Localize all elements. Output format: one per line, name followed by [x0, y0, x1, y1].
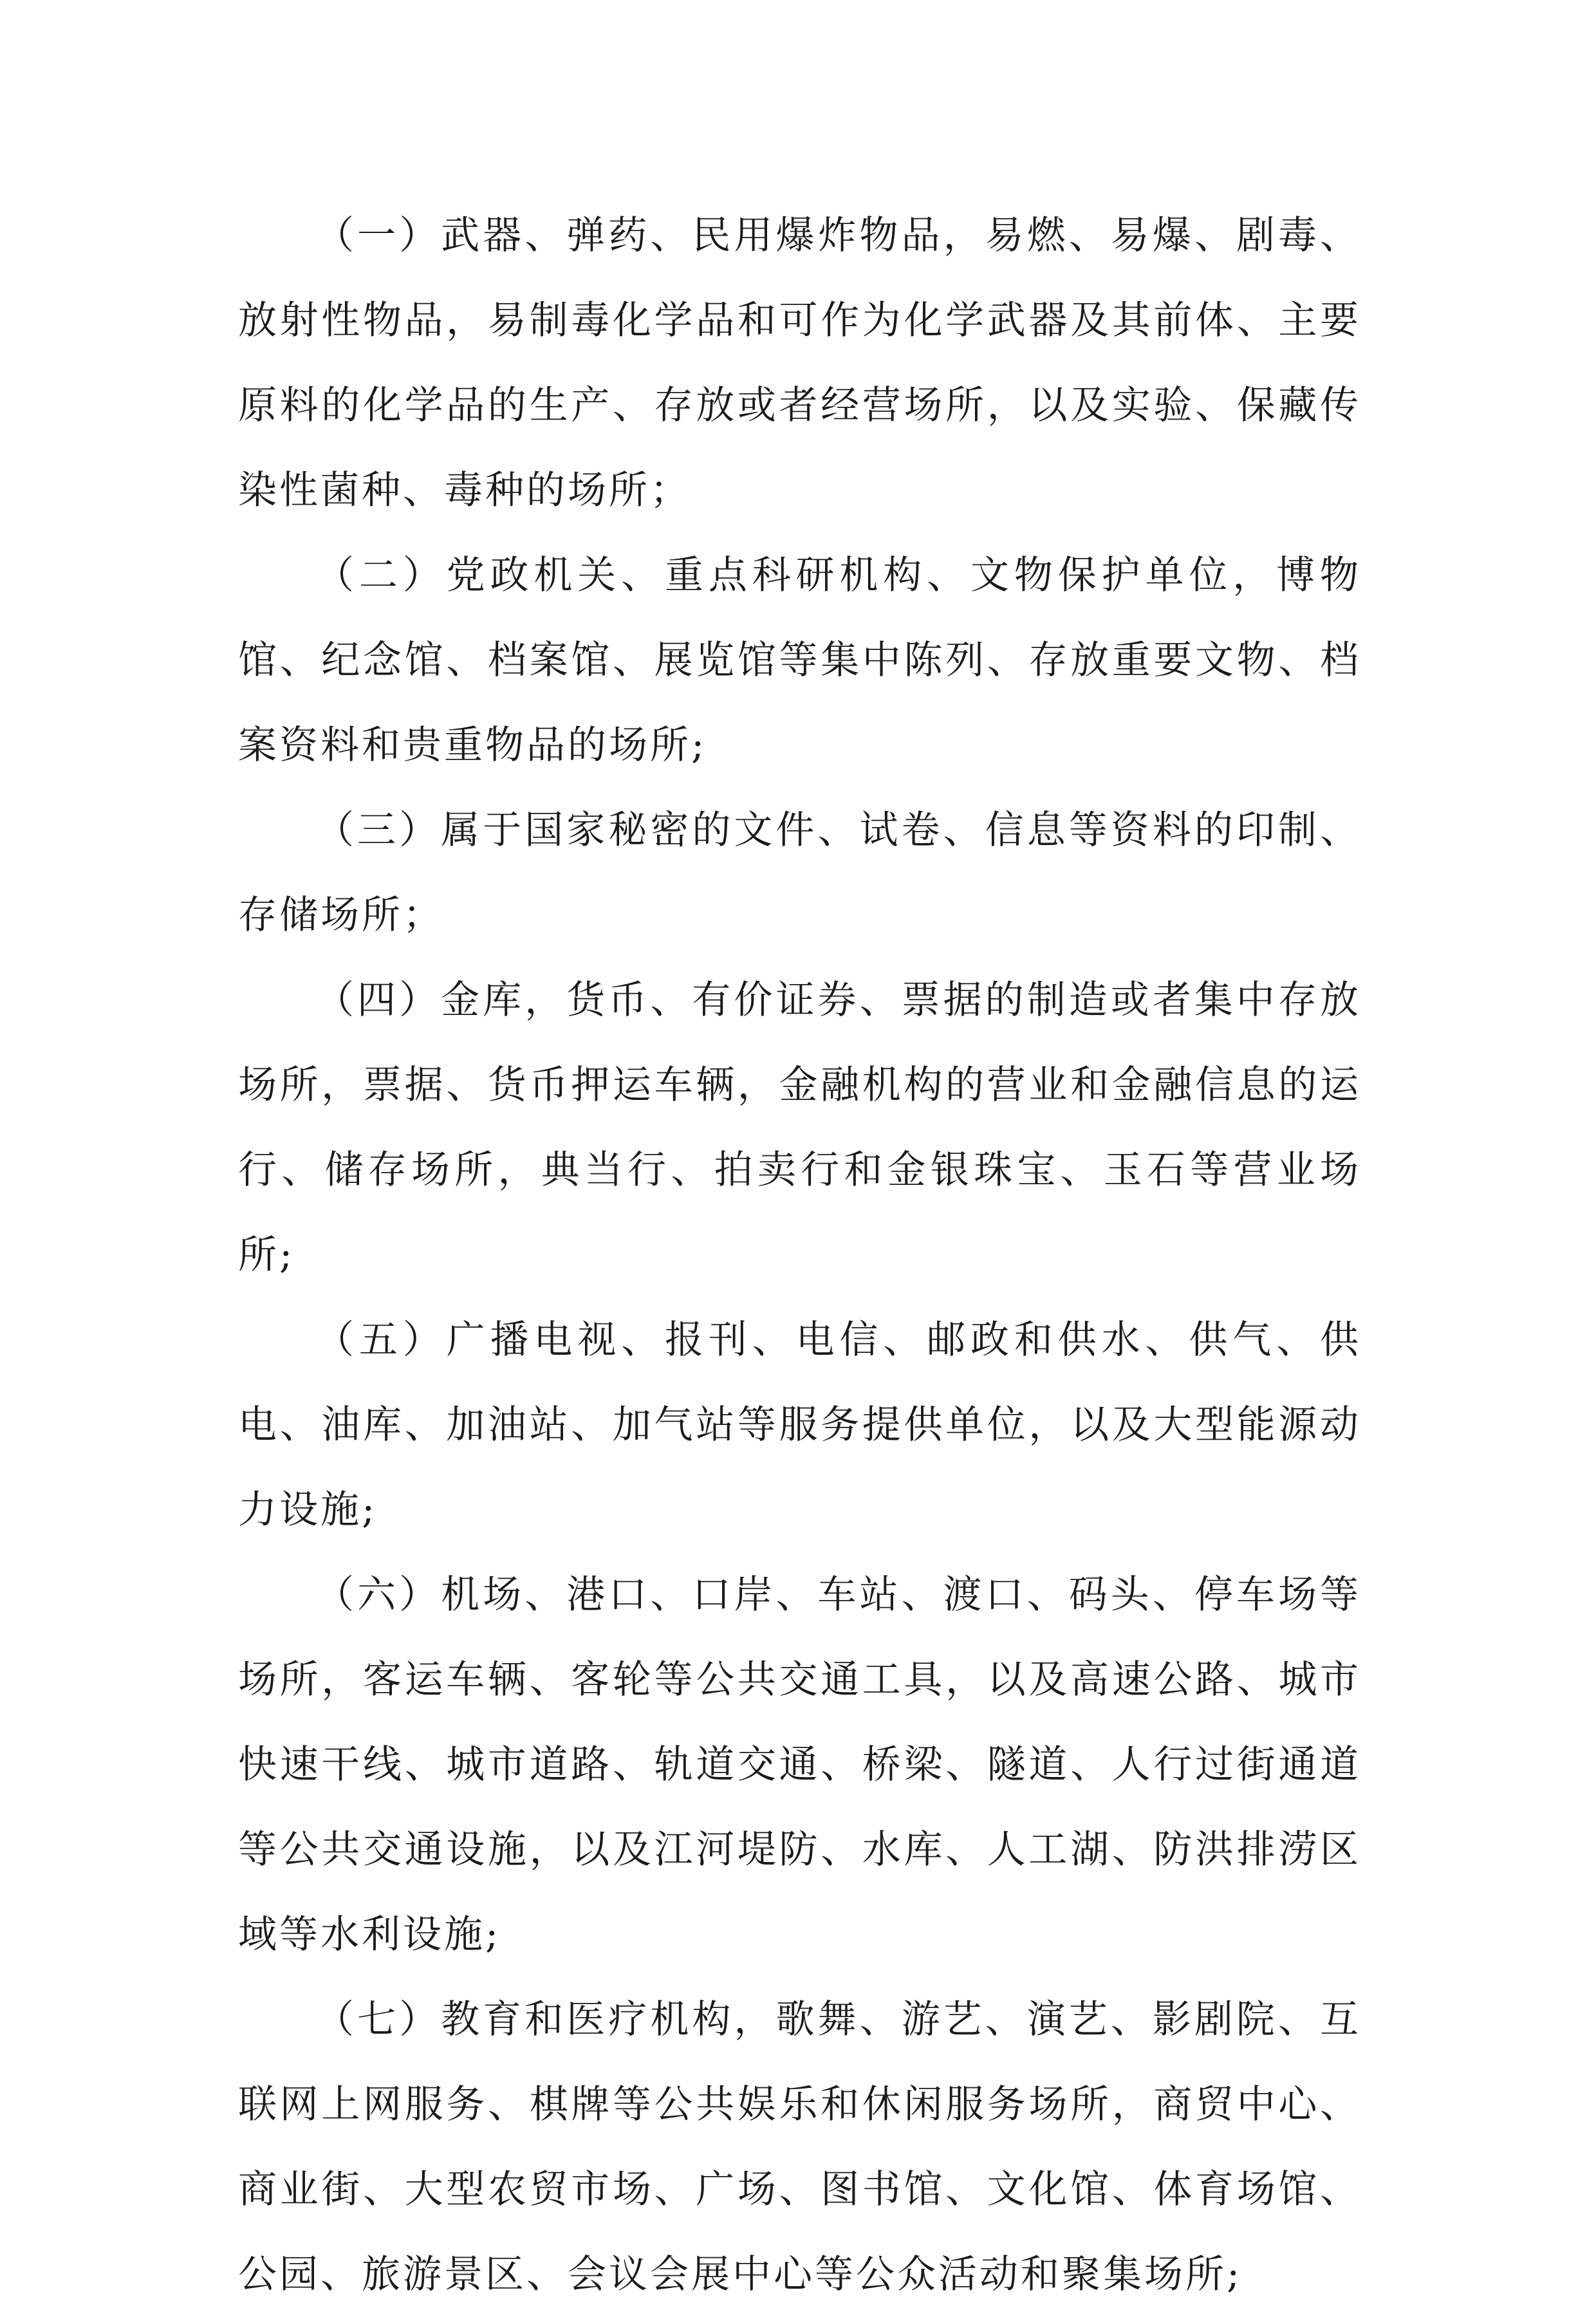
paragraph-item-1: （一）武器、弹药、民用爆炸物品，易燃、易爆、剧毒、放射性物品，易制毒化学品和可作为化学武器及其前体、主要原料的化学品的生产、存放或者经营场所，以及实验、保藏传染性菌种、毒种的场所；: [238, 213, 1361, 513]
paragraph-item-2: （二）党政机关、重点科研机构、文物保护单位，博物馆、纪念馆、档案馆、展览馆等集中陈列、存放重要文物、档案资料和贵重物品的场所;: [238, 553, 1361, 768]
paragraph-item-7: （七）教育和医疗机构，歌舞、游艺、演艺、影剧院、互联网上网服务、棋牌等公共娱乐和休闲服务场所，商贸中心、商业街、大型农贸市场、广场、图书馆、文化馆、体育场馆、公园、旅游景区、会议会展中心等公众活动和聚集场所;: [238, 1997, 1361, 2297]
paragraph-item-4: （四）金库，货币、有价证券、票据的制造或者集中存放场所，票据、货币押运车辆，金融机构的营业和金融信息的运行、储存场所，典当行、拍卖行和金银珠宝、玉石等营业场所;: [238, 978, 1361, 1278]
paragraph-item-3: （三）属于国家秘密的文件、试卷、信息等资料的印制、存储场所；: [238, 808, 1361, 938]
document-body: [238, 193, 1361, 2317]
paragraph-item-5: （五）广播电视、报刊、电信、邮政和供水、供气、供电、油库、加油站、加气站等服务提供单位，以及大型能源动力设施;: [238, 1317, 1361, 1532]
paragraph-item-6: （六）机场、港口、口岸、车站、渡口、码头、停车场等场所，客运车辆、客轮等公共交通工具，以及高速公路、城市快速干线、城市道路、轨道交通、桥梁、隧道、人行过街通道等公共交通设施，以及江河堤防、水库、人工湖、防洪排涝区域等水利设施;: [238, 1572, 1361, 1957]
